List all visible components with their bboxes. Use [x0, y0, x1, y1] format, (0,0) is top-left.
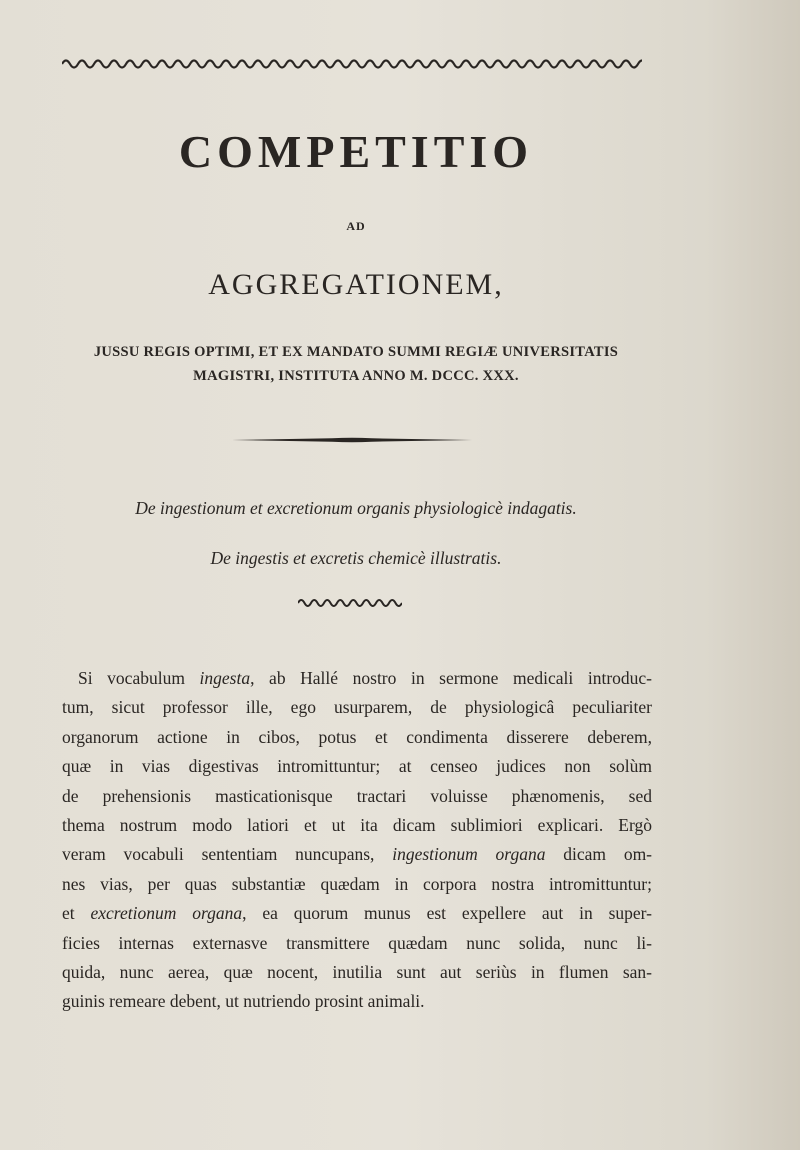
text-run: dicam om- [545, 844, 653, 865]
text-run: veram vocabuli sententiam nuncupans, [62, 844, 393, 865]
text-run: , ab Hallé nostro in sermone medicali introduc- [250, 668, 652, 688]
body-line: quæ in vias digestivas intromittuntur; at censeo judices non solùm [62, 756, 652, 777]
body-line: ficies internas externasve transmittere quædam nunc solida, nunc li- [62, 932, 652, 953]
body-line: de prehensionis masticationisque tractari voluisse phænomenis, sed [62, 785, 652, 806]
body-line [62, 664, 652, 693]
small-ornament-rule [298, 598, 402, 608]
italic-term: excretionum organa [90, 903, 243, 924]
body-line: thema nostrum modo latiori et ut ita dicam sublimiori explicari. Ergò [62, 814, 652, 835]
decree-line-1: JUSSU REGIS OPTIMI, ET EX MANDATO SUMMI REGIÆ UNIVERSITATIS [93, 344, 619, 360]
body-paragraph [62, 664, 652, 1017]
text-run: , ea quorum munus est expellere aut in super- [242, 903, 652, 924]
decree-line-2: MAGISTRI, INSTITUTA ANNO M. DCCC. XXX. [193, 368, 519, 384]
body-line: nes vias, per quas substantiæ quædam in corpora nostra intromittuntur; [62, 873, 652, 894]
body-line [62, 840, 652, 869]
body-line [62, 899, 652, 928]
text-run: et [62, 903, 91, 924]
italic-term: ingesta [199, 668, 251, 688]
page-subtitle: AGGREGATIONEM, [208, 268, 504, 301]
text-run: Si vocabulum [78, 668, 200, 688]
body-line: quida, nunc aerea, quæ nocent, inutilia sunt aut seriùs in flumen san- [62, 961, 652, 982]
topic-chemistry: De ingestis et excretis chemicè illustratis. [210, 548, 502, 568]
page-title: COMPETITIO [178, 126, 534, 177]
body-line: organorum actione in cibos, potus et condimenta disserere deberem, [62, 726, 652, 747]
italic-term: ingestionum organa [392, 844, 546, 865]
top-ornament-rule [62, 58, 642, 70]
decree-block [58, 340, 654, 388]
tapered-rule [232, 436, 472, 444]
topic-physiology: De ingestionum et excretionum organis physiologicè indagatis. [135, 498, 577, 518]
body-line: tum, sicut professor ille, ego usurparem, de physiologicâ peculiariter [62, 697, 652, 718]
title-connector: AD [346, 219, 366, 233]
body-line: guinis remeare debent, ut nutriendo prosint animali. [62, 991, 425, 1012]
